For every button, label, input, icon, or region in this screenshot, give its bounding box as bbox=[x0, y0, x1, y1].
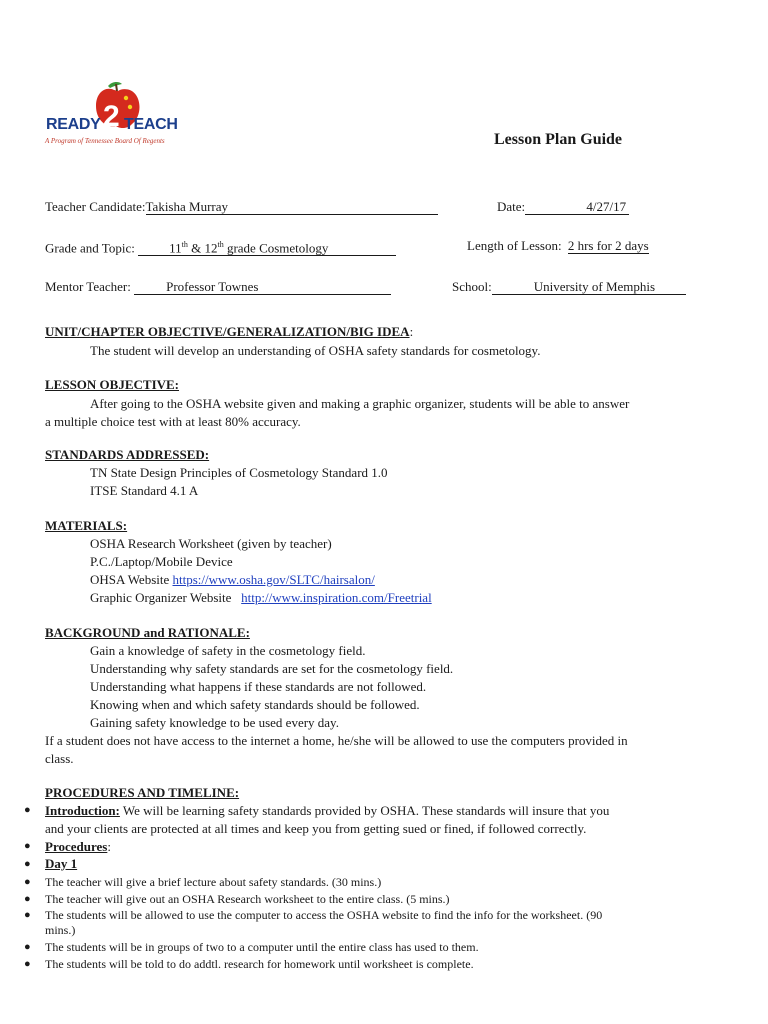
date-row bbox=[497, 199, 629, 215]
standards-heading: STANDARDS ADDRESSED: bbox=[45, 447, 210, 462]
osha-website-label: OHSA Website bbox=[90, 572, 173, 587]
grade-topic-value bbox=[138, 238, 396, 256]
lesson-objective-line-2: a multiple choice test with at least 80% accuracy. bbox=[45, 414, 301, 429]
page-title: Lesson Plan Guide bbox=[494, 131, 623, 148]
bullet-icon: ● bbox=[24, 958, 31, 970]
background-note-line-2: class. bbox=[45, 751, 74, 766]
date-value-text: 4/27/17 bbox=[586, 199, 627, 214]
procedure-step: The teacher will give out an OSHA Research worksheet to the entire class. (5 mins.) bbox=[45, 892, 450, 906]
mentor-label: Mentor Teacher: bbox=[45, 279, 131, 294]
unit-heading-colon: : bbox=[409, 324, 414, 339]
length-value: 2 hrs for 2 days bbox=[567, 238, 649, 253]
procedure-step: The teacher will give a brief lecture about safety standards. (30 mins.) bbox=[45, 875, 382, 889]
materials-item: OSHA Research Worksheet (given by teacher) bbox=[90, 536, 332, 551]
length-row bbox=[467, 238, 649, 254]
school-row bbox=[452, 279, 686, 295]
procedure-step: The students will be allowed to use the computer to access the OSHA website to find the info for the worksheet. (90 bbox=[45, 908, 603, 922]
bullet-icon: ● bbox=[24, 941, 31, 953]
standards-item: ITSE Standard 4.1 A bbox=[90, 483, 199, 498]
procedure-step-continued: mins.) bbox=[45, 923, 76, 937]
lesson-objective-heading: LESSON OBJECTIVE: bbox=[45, 377, 180, 392]
school-value-text: University of Memphis bbox=[533, 279, 656, 294]
background-item: Understanding why safety standards are set for the cosmetology field. bbox=[90, 661, 454, 676]
unit-text: The student will develop an understanding of OSHA safety standards for cosmetology. bbox=[90, 343, 541, 358]
standards-item: TN State Design Principles of Cosmetology Standard 1.0 bbox=[90, 465, 388, 480]
bullet-icon: ● bbox=[24, 876, 31, 888]
unit-heading-row bbox=[45, 324, 413, 340]
grade-11: 11 bbox=[169, 240, 182, 256]
procedure-step: The students will be told to do addtl. research for homework until worksheet is complete. bbox=[45, 957, 474, 971]
unit-heading: UNIT/CHAPTER OBJECTIVE/GENERALIZATION/BIG IDEA bbox=[45, 324, 410, 339]
date-label: Date: bbox=[497, 199, 526, 214]
grade-sup-2: th bbox=[217, 240, 224, 249]
teacher-candidate-label: Teacher Candidate: bbox=[45, 199, 146, 214]
background-heading-row bbox=[45, 625, 250, 641]
bullet-icon: ● bbox=[24, 804, 31, 816]
teacher-candidate-value: Takisha Murray bbox=[146, 200, 438, 215]
day-1-label: Day 1 bbox=[45, 856, 78, 871]
graphic-organizer-label: Graphic Organizer Website bbox=[90, 590, 242, 605]
grade-topic-label: Grade and Topic: bbox=[45, 240, 135, 256]
school-value bbox=[492, 280, 686, 295]
background-item: Gain a knowledge of safety in the cosmetology field. bbox=[90, 643, 366, 658]
graphic-organizer-link[interactable]: http://www.inspiration.com/Freetrial bbox=[241, 590, 432, 605]
introduction-label: Introduction: bbox=[45, 803, 120, 818]
lesson-objective-line-1: After going to the OSHA website given and making a graphic organizer, students will be able to answer bbox=[90, 396, 630, 411]
background-note-line-1: If a student does not have access to the internet a home, he/she will be allowed to use the computers provided in bbox=[45, 733, 628, 748]
materials-item: P.C./Laptop/Mobile Device bbox=[90, 554, 233, 569]
procedures-label-row bbox=[45, 839, 111, 855]
osha-website-link[interactable]: https://www.osha.gov/SLTC/hairsalon/ bbox=[172, 572, 375, 587]
introduction-line-1 bbox=[45, 803, 609, 819]
bullet-icon: ● bbox=[24, 893, 31, 905]
mentor-value-text: Professor Townes bbox=[166, 279, 259, 294]
date-value bbox=[525, 200, 629, 215]
teacher-candidate-row bbox=[45, 199, 438, 215]
procedures-label: Procedures bbox=[45, 839, 108, 854]
background-heading: BACKGROUND and RATIONALE: bbox=[45, 625, 250, 640]
logo-word-ready: READY bbox=[46, 116, 101, 133]
mentor-row bbox=[45, 279, 391, 295]
grade-topic-row bbox=[45, 238, 396, 256]
logo-word-two: 2 bbox=[103, 100, 120, 133]
school-label: School: bbox=[452, 279, 492, 294]
mentor-value bbox=[134, 280, 391, 295]
materials-heading: MATERIALS: bbox=[45, 518, 128, 533]
bullet-icon: ● bbox=[24, 840, 31, 852]
length-label: Length of Lesson: bbox=[467, 238, 562, 253]
grade-sup-1: th bbox=[181, 240, 188, 249]
procedures-heading: PROCEDURES AND TIMELINE: bbox=[45, 785, 240, 800]
background-item: Understanding what happens if these standards are not followed. bbox=[90, 679, 427, 694]
introduction-line-2: and your clients are protected at all times and keep you from getting sued or fined, if followed correctly. bbox=[45, 821, 587, 836]
grade-topic-text: grade Cosmetology bbox=[223, 240, 329, 256]
ready2teach-logo bbox=[44, 80, 194, 155]
logo-word-teach: TEACH bbox=[124, 116, 178, 133]
logo-tagline: A Program of Tennessee Board Of Regents bbox=[45, 137, 165, 145]
bullet-icon: ● bbox=[24, 858, 31, 870]
background-item: Knowing when and which safety standards should be followed. bbox=[90, 697, 420, 712]
procedure-step: The students will be in groups of two to a computer until the entire class has used to them. bbox=[45, 940, 479, 954]
background-item: Gaining safety knowledge to be used every day. bbox=[90, 715, 339, 730]
bullet-icon: ● bbox=[24, 909, 31, 921]
procedures-label-colon: : bbox=[107, 839, 111, 854]
materials-item bbox=[90, 590, 432, 606]
introduction-text-1: We will be learning safety standards provided by OSHA. These standards will insure that you bbox=[119, 803, 610, 818]
grade-and-12: & 12 bbox=[187, 240, 218, 256]
materials-item bbox=[90, 572, 375, 588]
